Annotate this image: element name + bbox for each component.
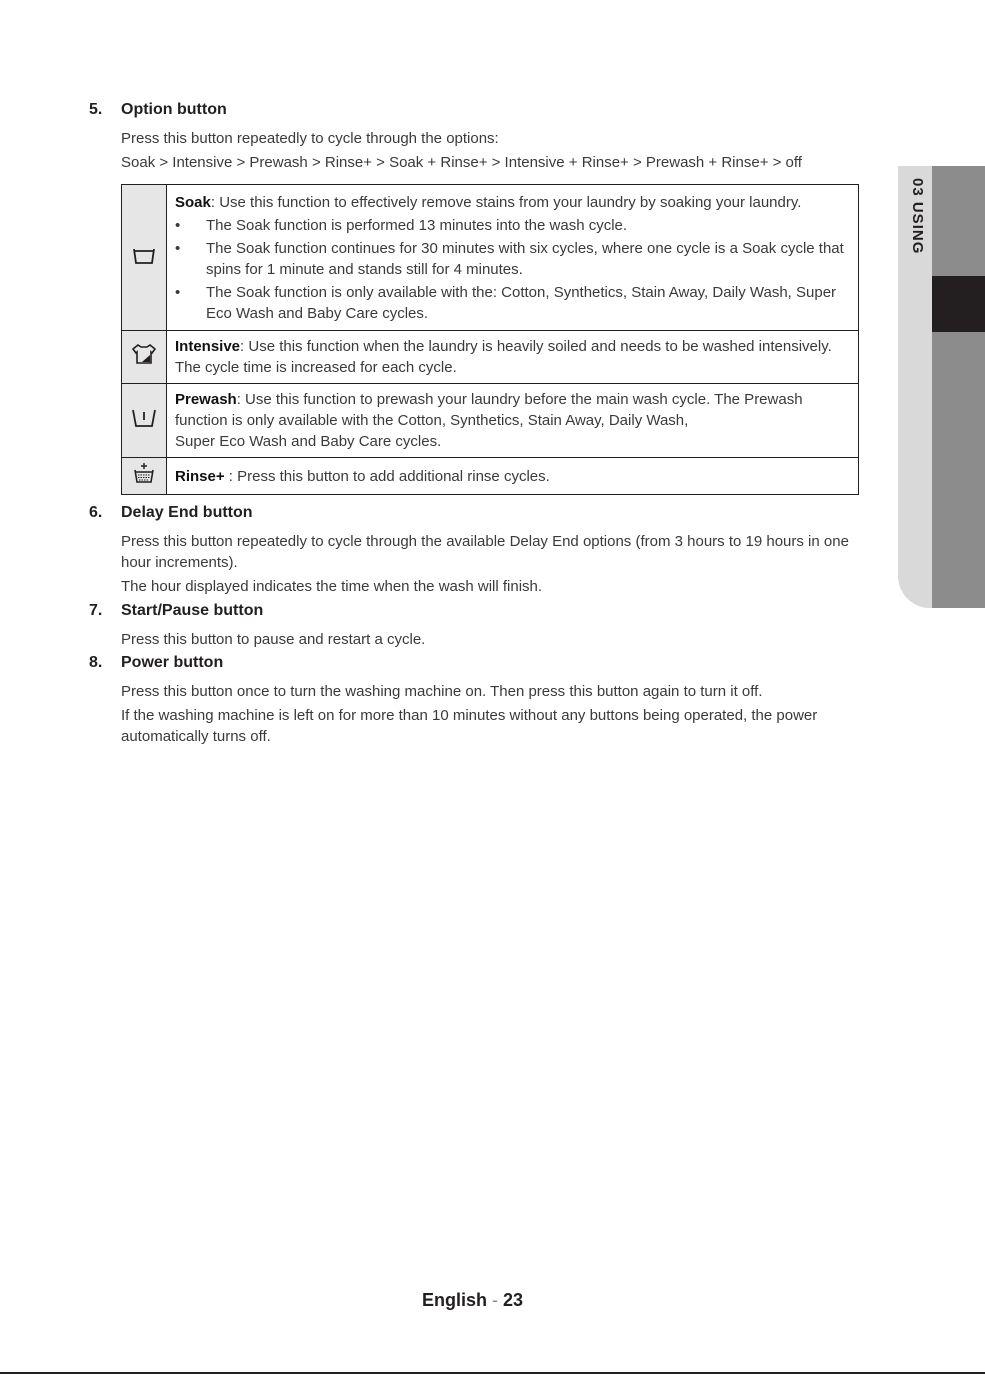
paragraph: The hour displayed indicates the time when the wash will finish.	[121, 578, 543, 595]
option-description	[167, 458, 859, 495]
bullet-text: The Soak function is performed 13 minutes into the wash cycle.	[206, 216, 628, 234]
list-item	[175, 215, 850, 236]
options-table	[121, 184, 859, 495]
section-title: Start/Pause button	[121, 602, 264, 619]
paragraph: Press this button to pause and restart a cycle.	[121, 631, 426, 648]
paragraph: Press this button once to turn the washing machine on. Then press this button again to turn it off.	[121, 683, 763, 700]
section-number: 8.	[89, 654, 103, 671]
table-row	[122, 185, 859, 331]
option-text: : Use this function to prewash your laundry before the main wash cycle. The Prewash function is only available with the Cotton, Synthetics, Stain Away, Daily Wash,	[175, 391, 803, 429]
footer-language: English	[421, 1290, 487, 1310]
option-text: : Use this function to effectively remove stains from your laundry by soaking your laundry.	[210, 193, 802, 211]
option-description	[167, 331, 859, 384]
section-title: Delay End button	[121, 504, 253, 521]
section-body-option	[121, 128, 856, 173]
paragraph: Soak > Intensive > Prewash > Rinse+ > Soak + Rinse+ > Intensive + Rinse+ > Prewash + Rinse+ > off	[121, 154, 802, 171]
option-name: Prewash	[175, 391, 237, 408]
page-footer	[0, 1290, 945, 1311]
option-description	[167, 185, 859, 331]
icon-cell	[122, 331, 167, 384]
option-name: Soak	[175, 193, 211, 211]
page-number: 23	[502, 1290, 524, 1310]
soak-icon	[131, 245, 157, 265]
option-text: : Use this function when the laundry is heavily soiled and needs to be washed intensively. The cycle time is increased for each cycle.	[175, 338, 832, 376]
table-row	[122, 458, 859, 495]
icon-cell	[122, 185, 167, 331]
bullet-text: The Soak function is only available with the: Cotton, Synthetics, Stain Away, Daily Wash, Super Eco Wash and Baby Care cycles.	[206, 283, 837, 322]
icon-cell	[122, 384, 167, 458]
side-tab-active-marker	[932, 276, 985, 332]
option-text: : Press this button to add additional rinse cycles.	[224, 467, 550, 485]
paragraph: If the washing machine is left on for more than 10 minutes without any buttons being operated, the power automatically turns off.	[121, 707, 818, 745]
side-tab-label: 03 USING	[909, 178, 926, 255]
side-tab-strip	[932, 166, 985, 608]
intensive-icon	[131, 343, 157, 365]
option-text-continued: Super Eco Wash and Baby Care cycles.	[175, 433, 442, 450]
section-number: 5.	[89, 101, 103, 118]
paragraph: Press this button repeatedly to cycle through the options:	[121, 130, 499, 147]
list-item	[175, 238, 850, 280]
option-name: Rinse+	[175, 467, 225, 485]
section-title: Option button	[121, 101, 227, 118]
footer-separator: -	[486, 1290, 503, 1310]
rinse-plus-icon	[132, 462, 156, 484]
bullet-icon: •	[175, 216, 181, 234]
prewash-icon	[131, 407, 157, 429]
section-heading-option	[89, 101, 227, 119]
option-description	[167, 384, 859, 458]
section-number: 6.	[89, 504, 103, 521]
section-body-start-pause	[121, 629, 856, 650]
bullet-icon: •	[175, 283, 181, 301]
bullet-text: The Soak function continues for 30 minutes with six cycles, where one cycle is a Soak cycle that spins for 1 minute and stands still for 4 minutes.	[206, 239, 844, 278]
section-title: Power button	[121, 654, 224, 671]
icon-cell	[122, 458, 167, 495]
section-body-delay-end	[121, 531, 856, 597]
option-name: Intensive	[175, 338, 241, 355]
list-item	[175, 282, 850, 324]
section-heading-delay-end	[89, 504, 253, 522]
section-body-power	[121, 681, 856, 747]
section-heading-power	[89, 654, 223, 672]
section-number: 7.	[89, 602, 103, 619]
section-heading-start-pause	[89, 602, 263, 620]
bottom-rule	[0, 1372, 985, 1374]
bullet-icon: •	[175, 239, 181, 257]
paragraph: Press this button repeatedly to cycle through the available Delay End options (from 3 hours to 19 hours in one hour increments).	[121, 533, 849, 571]
table-row	[122, 384, 859, 458]
table-row	[122, 331, 859, 384]
